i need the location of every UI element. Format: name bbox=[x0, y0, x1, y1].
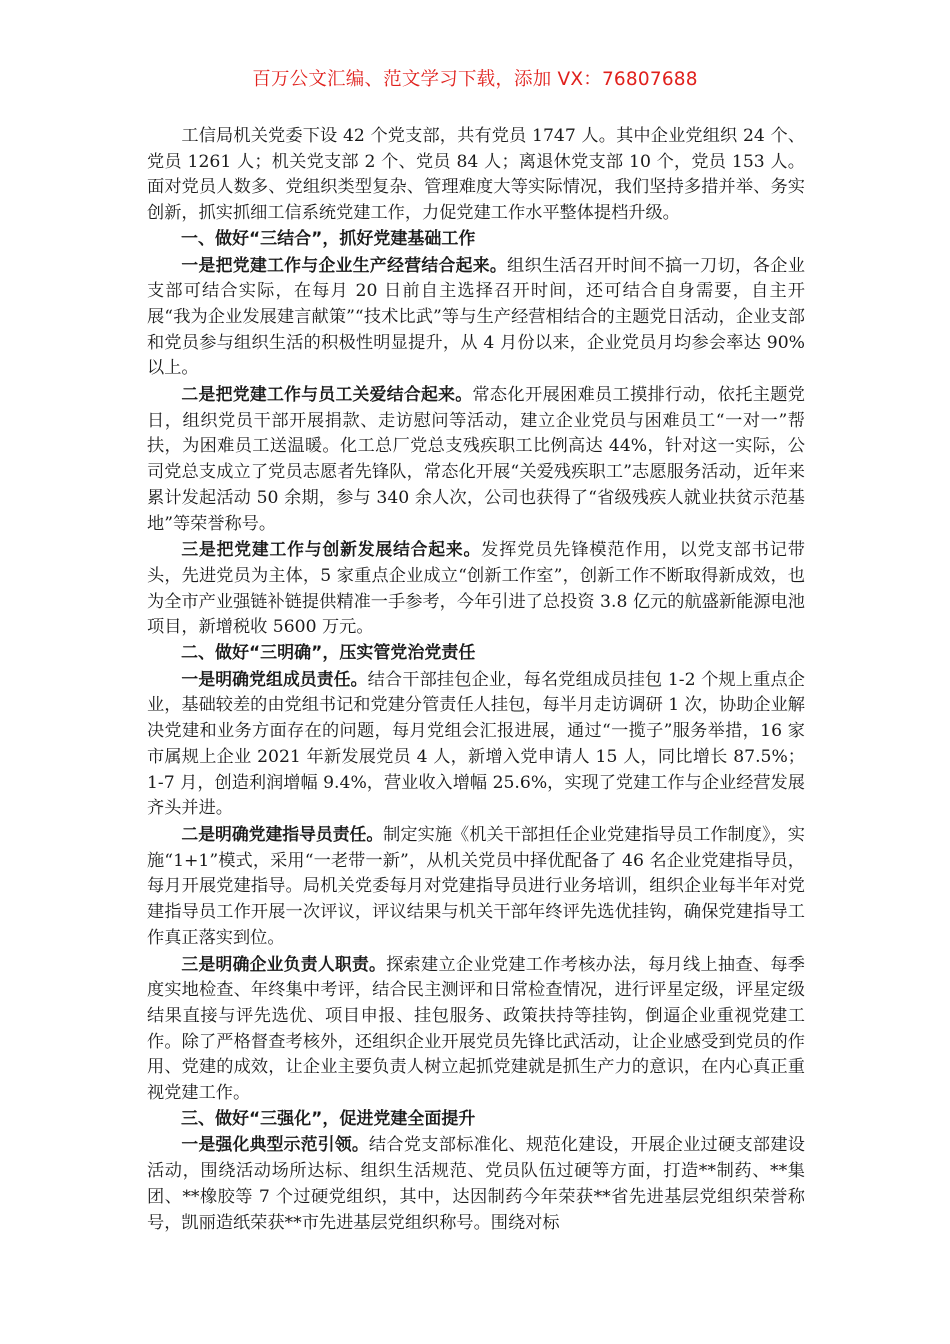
item-text: 结合党支部标准化、规范化建设，开展企业过硬支部建设活动，围绕活动场所达标、组织生活规范、党员队伍过硬等方面，打造**制药、**集团、**橡胶等 7 个过硬党组织，其中，达因制药今年荣获**省先进基层党组织荣誉称号，凯丽造纸荣获**市先进基层党组织称号。围绕对标 bbox=[147, 1135, 805, 1233]
section-heading-3: 三、做好“三强化”，促进党建全面提升 bbox=[181, 1108, 476, 1129]
item-text: 常态化开展困难员工摸排行动，依托主题党日，组织党员干部开展捐款、走访慰问等活动，建立企业党员与困难员工“一对一”帮扶，为困难员工送温暖。化工总厂党总支残疾职工比例高达 44%，针对这一实际，公司党总支成立了党员志愿者先锋队，常态化开展“关爱残疾职工”志愿服务活动，近年来累计发起活动 50 余期，参与 340 余人次，公司也获得了“省级残疾人就业扶贫示范基地”等荣誉称号。 bbox=[147, 385, 805, 534]
item-lead: 三是把党建工作与创新发展结合起来。 bbox=[181, 539, 482, 560]
item-lead: 一是把党建工作与企业生产经营结合起来。 bbox=[181, 254, 508, 275]
section-2-item-1 bbox=[147, 667, 805, 822]
item-lead: 二是把党建工作与员工关爱结合起来。 bbox=[181, 384, 473, 405]
item-lead: 三是明确企业负责人职责。 bbox=[181, 953, 387, 974]
section-1-item-2 bbox=[147, 382, 805, 537]
section-2-item-3 bbox=[147, 952, 805, 1107]
section-heading-2: 二、做好“三明确”，压实管党治党责任 bbox=[181, 643, 476, 664]
item-text: 结合干部挂包企业，每名党组成员挂包 1-2 个规上重点企业，基础较差的由党组书记和党建分管责任人挂包，每半月走访调研 1 次，协助企业解决党建和业务方面存在的问题，每月党组会汇报进展，通过“一揽子”服务举措，16 家市属规上企业 2021 年新发展党员 4 人，新增入党申请人 15 人，同比增长 87.5%；1-7 月，创造利润增幅 9.4%，营业收入增幅 25.6%，实现了党建工作与企业经营发展齐头并进。 bbox=[147, 669, 805, 819]
item-lead: 二是明确党建指导员责任。 bbox=[181, 823, 384, 844]
item-text: 组织生活召开时间不搞一刀切，各企业支部可结合实际，在每月 20 日前自主选择召开时间，还可结合自身需要，自主开展“我为企业发展建言献策”“技术比武”等与生产经营相结合的主题党日活动，企业支部和党员参与组织生活的积极性明显提升，从 4 月份以来，企业党员月均参会率达 90%以上。 bbox=[147, 255, 805, 379]
section-1-item-1 bbox=[147, 253, 805, 383]
item-lead: 一是明确党组成员责任。 bbox=[181, 668, 368, 689]
intro-paragraph: 工信局机关党委下设 42 个党支部，共有党员 1747 人。其中企业党组织 24 个、党员 1261 人；机关党支部 2 个、党员 84 人；离退休党支部 10 个，党员 153 人。面对党员人数多、党组织类型复杂、管理难度大等实际情况，我们坚持多措并举、务实创新，抓实抓细工信系统党建工作，力促党建工作水平整体提档升级。 bbox=[147, 126, 805, 224]
section-3-item-1 bbox=[147, 1132, 805, 1236]
promo-banner: 百万公文汇编、范文学习下载，添加 VX：76807688 bbox=[252, 69, 698, 90]
item-text: 制定实施《机关干部担任企业党建指导员工作制度》，实施“1+1”模式，采用“一老带一新”，从机关党员中择优配备了 46 名企业党建指导员，每月开展党建指导。局机关党委每月对党建指导员进行业务培训，组织企业每半年对党建指导员工作开展一次评议，评议结果与机关干部年终评先选优挂钩，确保党建指导工作真正落实到位。 bbox=[147, 824, 805, 948]
item-text: 发挥党员先锋模范作用，以党支部书记带头，先进党员为主体，5 家重点企业成立“创新工作室”，创新工作不断取得新成效，也为全市产业强链补链提供精准一手参考，今年引进了总投资 3.8 亿元的航盛新能源电池项目，新增税收 5600 万元。 bbox=[147, 540, 805, 638]
document-body bbox=[147, 124, 805, 1236]
section-heading-1: 一、做好“三结合”，抓好党建基础工作 bbox=[181, 228, 476, 249]
item-lead: 一是强化典型示范引领。 bbox=[181, 1134, 369, 1155]
section-2-item-2 bbox=[147, 822, 805, 952]
section-1-item-3 bbox=[147, 537, 805, 641]
item-text: 探索建立企业党建工作考核办法，每月线上抽查、每季度实地检查、年终集中考评，结合民主测评和日常检查情况，进行评星定级，评星定级结果直接与评先选优、项目申报、挂包服务、政策扶持等挂钩，倒逼企业重视党建工作。除了严格督查考核外，还组织企业开展党员先锋比武活动，让企业感受到党员的作用、党建的成效，让企业主要负责人树立起抓党建就是抓生产力的意识，在内心真正重视党建工作。 bbox=[147, 954, 805, 1104]
